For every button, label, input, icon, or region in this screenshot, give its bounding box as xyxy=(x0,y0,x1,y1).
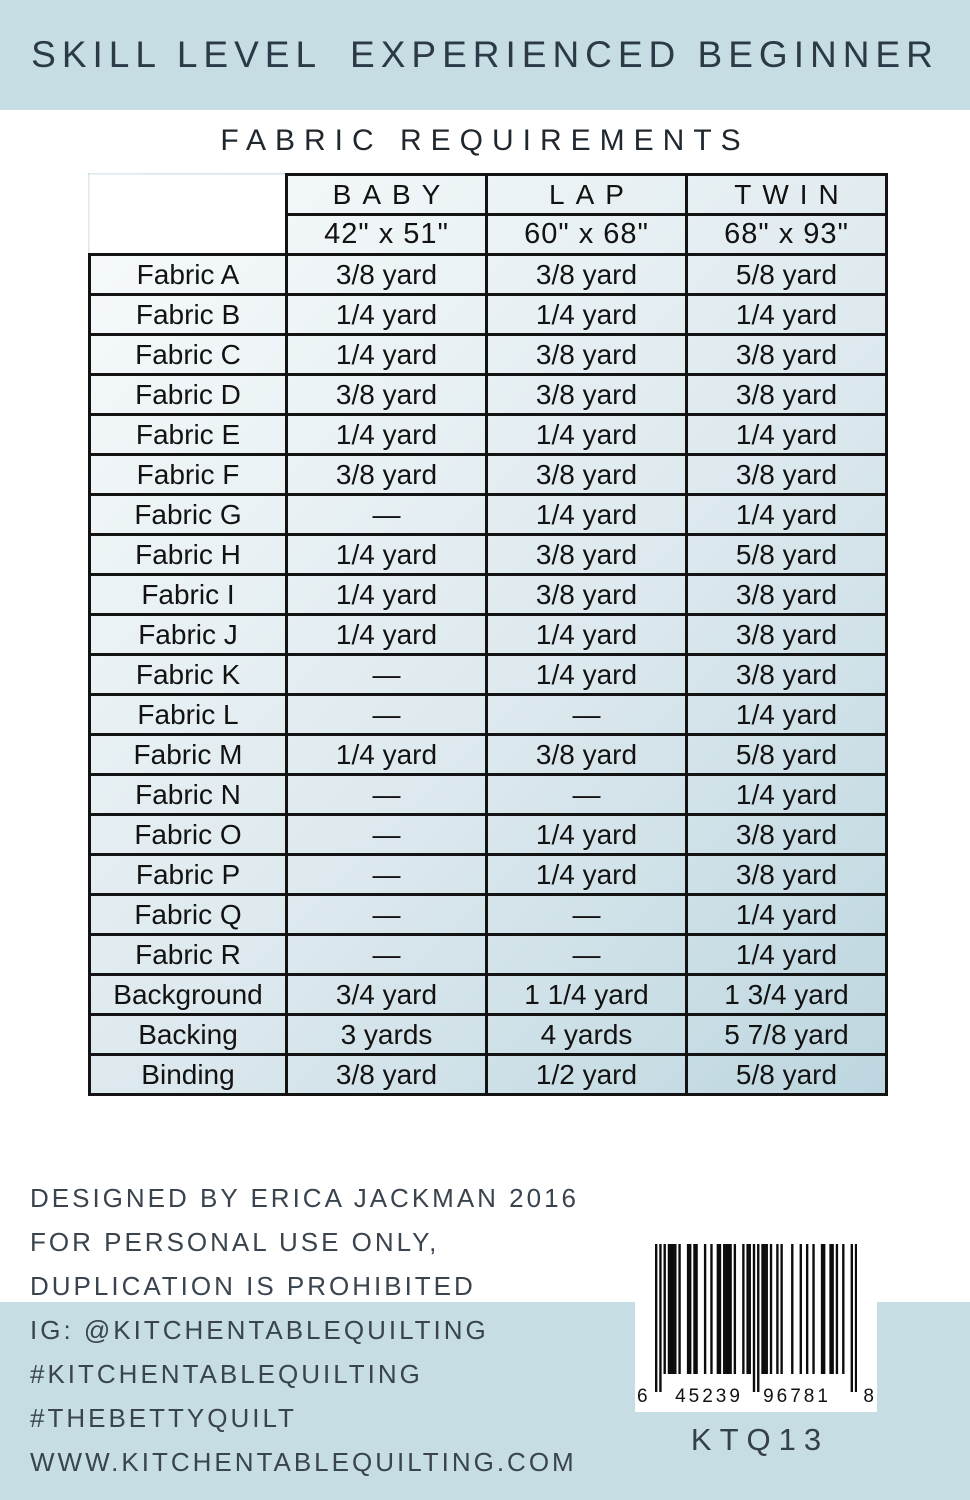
twin-value: 1/4 yard xyxy=(687,415,887,455)
twin-value: 1/4 yard xyxy=(687,935,887,975)
baby-value: 3/4 yard xyxy=(287,975,487,1015)
table-row xyxy=(90,895,887,935)
table-row xyxy=(90,975,887,1015)
lap-value: 1/4 yard xyxy=(487,615,687,655)
lap-value: 3/8 yard xyxy=(487,735,687,775)
fabric-label: Fabric F xyxy=(90,455,287,495)
twin-value: 3/8 yard xyxy=(687,615,887,655)
header-corner-blank xyxy=(90,215,287,255)
size-dimension-header-row xyxy=(90,215,887,255)
lap-value: 1/4 yard xyxy=(487,295,687,335)
baby-value: 1/4 yard xyxy=(287,615,487,655)
baby-value: 3 yards xyxy=(287,1015,487,1055)
lap-value: 3/8 yard xyxy=(487,255,687,295)
fabric-label: Fabric D xyxy=(90,375,287,415)
table-row xyxy=(90,815,887,855)
table-row xyxy=(90,575,887,615)
barcode-right-digits: 96781 xyxy=(763,1386,831,1407)
baby-value: — xyxy=(287,815,487,855)
barcode-bars xyxy=(655,1244,857,1396)
skill-level-label: SKILL LEVEL xyxy=(31,34,323,75)
fabric-requirements-table xyxy=(88,173,888,1096)
column-header-lap: LAP xyxy=(487,175,687,215)
fabric-label: Fabric G xyxy=(90,495,287,535)
twin-value: 5/8 yard xyxy=(687,255,887,295)
skill-level-text xyxy=(0,0,970,110)
fabric-label: Background xyxy=(90,975,287,1015)
skill-level-value: EXPERIENCED BEGINNER xyxy=(350,34,939,75)
lap-value: — xyxy=(487,895,687,935)
table-row xyxy=(90,455,887,495)
twin-value: 3/8 yard xyxy=(687,655,887,695)
fabric-requirements-title: FABRIC REQUIREMENTS xyxy=(220,124,750,157)
table-row xyxy=(90,495,887,535)
header-corner-blank xyxy=(90,175,287,215)
lap-value: 1/4 yard xyxy=(487,495,687,535)
baby-value: — xyxy=(287,935,487,975)
lap-value: 1/2 yard xyxy=(487,1055,687,1095)
table-row xyxy=(90,535,887,575)
table-row xyxy=(90,375,887,415)
fabric-label: Fabric I xyxy=(90,575,287,615)
fabric-label: Fabric L xyxy=(90,695,287,735)
fabric-label: Binding xyxy=(90,1055,287,1095)
footer-text-block xyxy=(30,1176,579,1484)
fabric-label: Fabric R xyxy=(90,935,287,975)
twin-value: 5 7/8 yard xyxy=(687,1015,887,1055)
baby-value: 1/4 yard xyxy=(287,335,487,375)
lap-value: — xyxy=(487,935,687,975)
barcode-prefix-digit: 6 xyxy=(637,1386,651,1407)
fabric-label: Fabric C xyxy=(90,335,287,375)
size-lap: 60" x 68" xyxy=(487,215,687,255)
baby-value: 1/4 yard xyxy=(287,415,487,455)
fabric-label: Fabric A xyxy=(90,255,287,295)
fabric-label: Fabric H xyxy=(90,535,287,575)
table-row xyxy=(90,295,887,335)
twin-value: 5/8 yard xyxy=(687,535,887,575)
website-line: WWW.KITCHENTABLEQUILTING.COM xyxy=(30,1447,577,1477)
pattern-sku: KTQ13 xyxy=(690,1422,830,1457)
baby-value: 1/4 yard xyxy=(287,295,487,335)
baby-value: 1/4 yard xyxy=(287,575,487,615)
lap-value: — xyxy=(487,695,687,735)
fabric-label: Fabric J xyxy=(90,615,287,655)
twin-value: 3/8 yard xyxy=(687,855,887,895)
fabric-label: Fabric O xyxy=(90,815,287,855)
twin-value: 5/8 yard xyxy=(687,735,887,775)
barcode-left-digits: 45239 xyxy=(675,1386,743,1407)
twin-value: 1/4 yard xyxy=(687,895,887,935)
lap-value: 1/4 yard xyxy=(487,855,687,895)
duplication-line: DUPLICATION IS PROHIBITED xyxy=(30,1271,476,1301)
baby-value: — xyxy=(287,775,487,815)
baby-value: 1/4 yard xyxy=(287,735,487,775)
table-row xyxy=(90,255,887,295)
size-name-header-row xyxy=(90,175,887,215)
table-row xyxy=(90,695,887,735)
table-row xyxy=(90,775,887,815)
fabric-label: Fabric N xyxy=(90,775,287,815)
lap-value: 3/8 yard xyxy=(487,575,687,615)
table-row xyxy=(90,615,887,655)
baby-value: — xyxy=(287,895,487,935)
twin-value: 1 3/4 yard xyxy=(687,975,887,1015)
baby-value: 3/8 yard xyxy=(287,455,487,495)
fabric-label: Fabric B xyxy=(90,295,287,335)
baby-value: 3/8 yard xyxy=(287,1055,487,1095)
fabric-label: Backing xyxy=(90,1015,287,1055)
twin-value: 3/8 yard xyxy=(687,375,887,415)
column-header-twin: TWIN xyxy=(687,175,887,215)
lap-value: 3/8 yard xyxy=(487,335,687,375)
column-header-baby: BABY xyxy=(287,175,487,215)
fabric-label: Fabric Q xyxy=(90,895,287,935)
twin-value: 1/4 yard xyxy=(687,775,887,815)
hashtag-brand-line: #KITCHENTABLEQUILTING xyxy=(30,1359,423,1389)
twin-value: 3/8 yard xyxy=(687,815,887,855)
size-twin: 68" x 93" xyxy=(687,215,887,255)
baby-value: — xyxy=(287,855,487,895)
barcode-suffix-digit: 8 xyxy=(863,1386,877,1407)
fabric-label: Fabric K xyxy=(90,655,287,695)
table-row xyxy=(90,1015,887,1055)
table-row xyxy=(90,1055,887,1095)
twin-value: 3/8 yard xyxy=(687,575,887,615)
personal-use-line: FOR PERSONAL USE ONLY, xyxy=(30,1227,440,1257)
table-row xyxy=(90,935,887,975)
twin-value: 1/4 yard xyxy=(687,695,887,735)
twin-value: 3/8 yard xyxy=(687,335,887,375)
baby-value: 3/8 yard xyxy=(287,375,487,415)
size-baby: 42" x 51" xyxy=(287,215,487,255)
hashtag-quilt-line: #THEBETTYQUILT xyxy=(30,1403,297,1433)
twin-value: 1/4 yard xyxy=(687,495,887,535)
table-row xyxy=(90,335,887,375)
baby-value: — xyxy=(287,695,487,735)
baby-value: 1/4 yard xyxy=(287,535,487,575)
fabric-label: Fabric M xyxy=(90,735,287,775)
baby-value: — xyxy=(287,495,487,535)
twin-value: 5/8 yard xyxy=(687,1055,887,1095)
lap-value: 1/4 yard xyxy=(487,815,687,855)
lap-value: 3/8 yard xyxy=(487,535,687,575)
lap-value: 1/4 yard xyxy=(487,415,687,455)
table-row xyxy=(90,655,887,695)
fabric-label: Fabric P xyxy=(90,855,287,895)
baby-value: 3/8 yard xyxy=(287,255,487,295)
lap-value: 1/4 yard xyxy=(487,655,687,695)
table-row xyxy=(90,735,887,775)
twin-value: 1/4 yard xyxy=(687,295,887,335)
fabric-table-body xyxy=(90,255,887,1095)
designed-by-line: DESIGNED BY ERICA JACKMAN 2016 xyxy=(30,1183,580,1213)
lap-value: 3/8 yard xyxy=(487,455,687,495)
table-row xyxy=(90,415,887,455)
lap-value: — xyxy=(487,775,687,815)
lap-value: 4 yards xyxy=(487,1015,687,1055)
table-row xyxy=(90,855,887,895)
fabric-label: Fabric E xyxy=(90,415,287,455)
instagram-line: IG: @KITCHENTABLEQUILTING xyxy=(30,1315,489,1345)
lap-value: 3/8 yard xyxy=(487,375,687,415)
baby-value: — xyxy=(287,655,487,695)
upc-barcode xyxy=(635,1240,877,1412)
twin-value: 3/8 yard xyxy=(687,455,887,495)
lap-value: 1 1/4 yard xyxy=(487,975,687,1015)
